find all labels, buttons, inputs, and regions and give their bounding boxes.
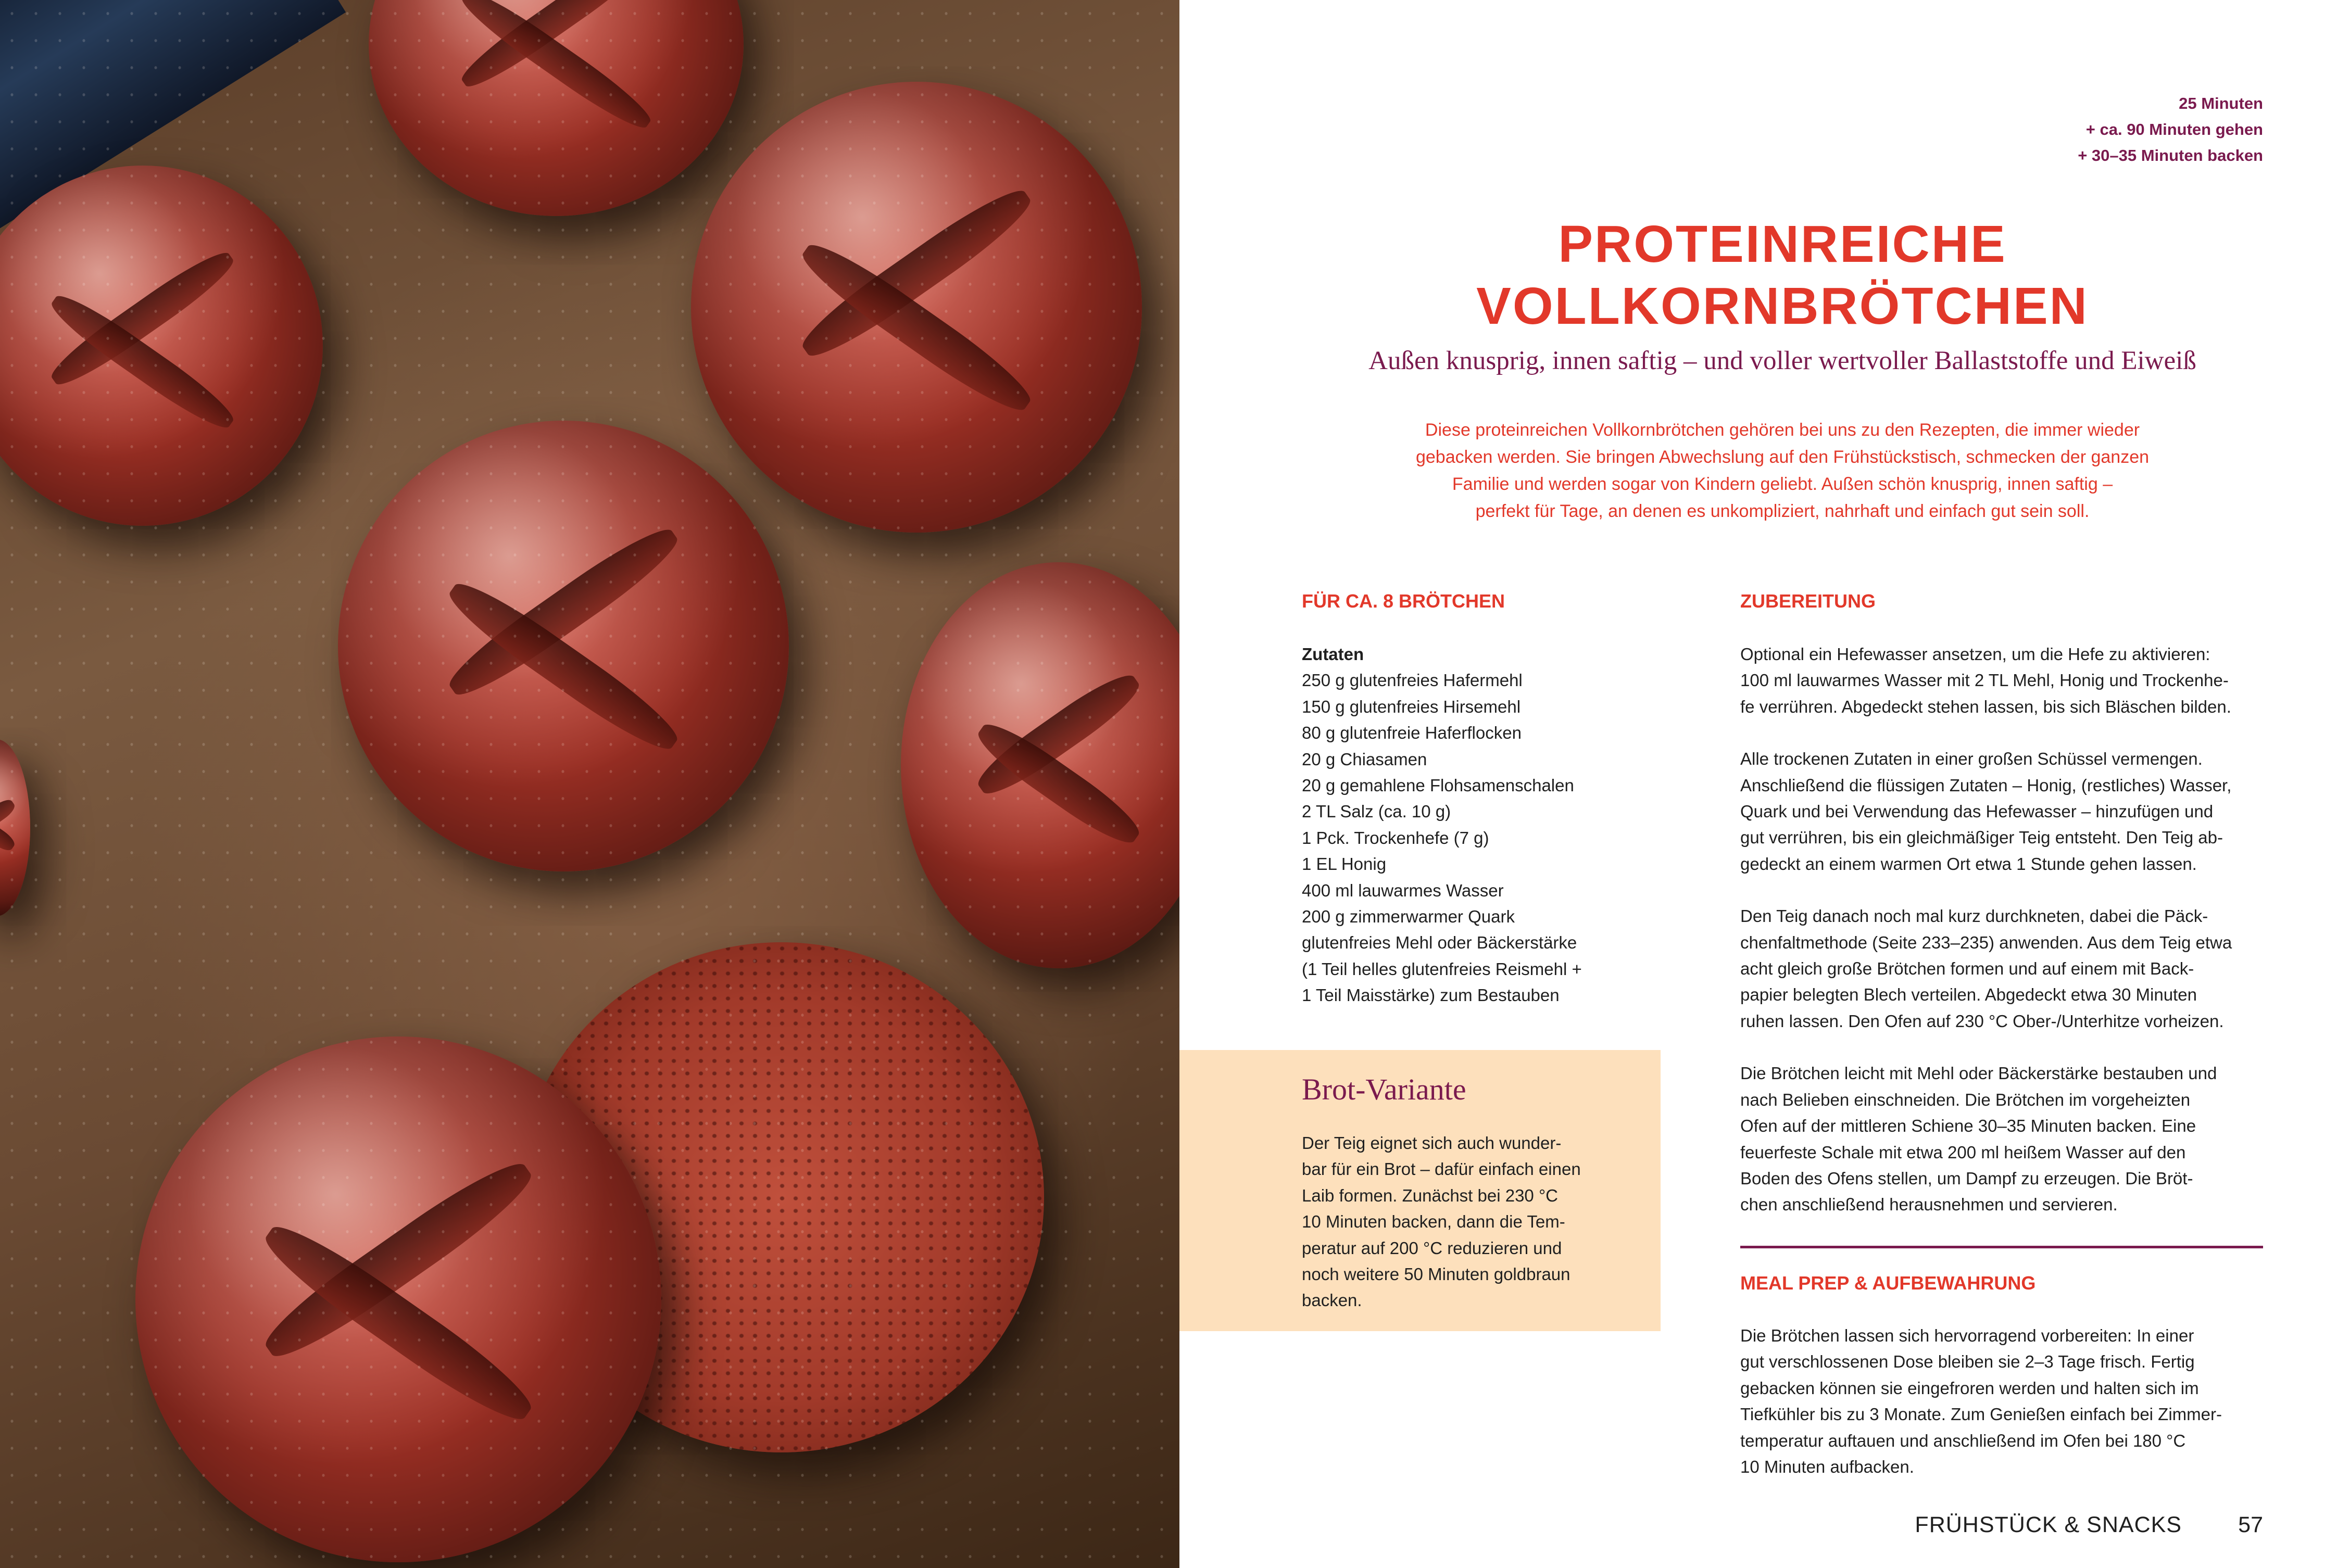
text-line: chen anschließend herausnehmen und servieren. [1740, 1195, 2118, 1215]
text-line: Familie und werden sogar von Kindern geliebt. Außen schön knusprig, innen saftig – [1452, 474, 2113, 494]
preparation-section [1740, 588, 2263, 1218]
ingredient-item: glutenfreies Mehl oder Bäckerstärke [1302, 933, 1577, 953]
text-line: chenfaltmethode (Seite 233–235) anwenden. Aus dem Teig etwa [1740, 932, 2232, 952]
text-line: nach Belieben einschneiden. Die Brötchen im vorgeheizten [1740, 1090, 2191, 1109]
meal-prep-text [1740, 1323, 2222, 1480]
ingredient-item: (1 Teil helles glutenfreies Reismehl + [1302, 959, 1582, 979]
text-line: perfekt für Tage, an denen es unkompliziert, nahrhaft und einfach gut sein soll. [1475, 501, 2090, 521]
text-line: gebacken können sie eingefroren werden und halten sich im [1740, 1378, 2199, 1398]
text-line: 10 Minuten backen, dann die Tem- [1302, 1212, 1565, 1232]
text-line: Optional ein Hefewasser ansetzen, um die Hefe zu aktivieren: [1740, 644, 2210, 664]
title-line: PROTEINREICHE [1558, 215, 2007, 273]
preparation-heading: ZUBEREITUNG [1740, 590, 1876, 612]
ingredient-item: 1 Teil Maisstärke) zum Bestauben [1302, 985, 1560, 1005]
ingredient-item: 1 EL Honig [1302, 854, 1387, 874]
text-line: Diese proteinreichen Vollkornbrötchen gehören bei uns zu den Rezepten, die immer wieder [1425, 420, 2140, 440]
ingredient-item: 20 g gemahlene Flohsamenschalen [1302, 776, 1574, 795]
preparation-paragraph [1740, 903, 2263, 1034]
text-line: bar für ein Brot – dafür einfach einen [1302, 1159, 1581, 1179]
text-line: backen. [1302, 1291, 1362, 1310]
variant-title: Brot-Variante [1302, 1072, 1466, 1106]
recipe-subtitle: Außen knusprig, innen saftig – und voller wertvoller Ballaststoffe und Eiweiß [1368, 346, 2196, 375]
ingredient-item: 2 TL Salz (ca. 10 g) [1302, 802, 1451, 821]
text-line: gebacken werden. Sie bringen Abwechslung auf den Frühstückstisch, schmecken der ganzen [1415, 447, 2150, 467]
text-line: Den Teig danach noch mal kurz durchkneten, dabei die Päck- [1740, 906, 2208, 926]
text-line: gut verrühren, bis ein gleichmäßiger Teig entsteht. Den Teig ab- [1740, 828, 2223, 848]
ingredient-item: 400 ml lauwarmes Wasser [1302, 880, 1504, 900]
ingredient-item: 1 Pck. Trockenhefe (7 g) [1302, 828, 1489, 848]
text-line: noch weitere 50 Minuten goldbraun [1302, 1264, 1570, 1284]
text-line: 10 Minuten aufbacken. [1740, 1457, 1914, 1477]
text-line: acht gleich große Brötchen formen und auf einem mit Back- [1740, 959, 2194, 979]
text-line: ruhen lassen. Den Ofen auf 230 °C Ober-/Unterhitze vorheizen. [1740, 1011, 2224, 1031]
title-line: VOLLKORNBRÖTCHEN [1476, 277, 2089, 335]
text-line: gut verschlossenen Dose bleiben sie 2–3 Tage frisch. Fertig [1740, 1352, 2195, 1372]
text-line: Boden des Ofens stellen, um Dampf zu erzeugen. Die Bröt- [1740, 1168, 2193, 1188]
text-line: Laib formen. Zunächst bei 230 °C [1302, 1185, 1558, 1205]
text-line: gedeckt an einem warmen Ort etwa 1 Stunde gehen lassen. [1740, 854, 2197, 874]
preparation-paragraph [1740, 746, 2263, 877]
ingredients-heading: FÜR CA. 8 BRÖTCHEN [1302, 590, 1505, 612]
text-line: fe verrühren. Abgedeckt stehen lassen, bis sich Bläschen bilden. [1740, 697, 2231, 716]
text-line: papier belegten Blech verteilen. Abgedeckt etwa 30 Minuten [1740, 985, 2197, 1005]
meal-prep-heading: MEAL PREP & AUFBEWAHRUNG [1740, 1272, 2036, 1294]
preparation-paragraph [1740, 641, 2263, 720]
variant-text [1302, 1130, 1581, 1314]
text-line: temperatur auftauen und anschließend im Ofen bei 180 °C [1740, 1431, 2186, 1450]
text-line: Ofen auf der mittleren Schiene 30–35 Minuten backen. Eine [1740, 1116, 2196, 1136]
text-line: Quark und bei Verwendung das Hefewasser – hinzufügen und [1740, 802, 2214, 821]
timing-line: + ca. 90 Minuten gehen [2085, 120, 2263, 138]
ingredient-item: 200 g zimmerwarmer Quark [1302, 907, 1515, 927]
text-line: Anschließend die flüssigen Zutaten – Honig, (restliches) Wasser, [1740, 775, 2232, 795]
text-line: Alle trockenen Zutaten in einer großen Schüssel vermengen. [1740, 749, 2203, 769]
timing-line: 25 Minuten [2179, 94, 2263, 112]
text-line: Die Brötchen lassen sich hervorragend vorbereiten: In einer [1740, 1326, 2194, 1345]
text-line: Tiefkühler bis zu 3 Monate. Zum Genießen einfach bei Zimmer- [1740, 1405, 2222, 1424]
text-line: Der Teig eignet sich auch wunder- [1302, 1133, 1562, 1153]
preparation-paragraph [1740, 1060, 2263, 1218]
text-line: 100 ml lauwarmes Wasser mit 2 TL Mehl, Honig und Trockenhe- [1740, 671, 2229, 690]
ingredient-item: 80 g glutenfreie Haferflocken [1302, 723, 1522, 743]
footer-section-name: FRÜHSTÜCK & SNACKS [1915, 1512, 2182, 1537]
text-line: Die Brötchen leicht mit Mehl oder Bäckerstärke bestauben und [1740, 1064, 2217, 1083]
intro-text [1179, 416, 2337, 525]
page-number: 57 [2238, 1512, 2263, 1537]
timing-line: + 30–35 Minuten backen [2078, 146, 2263, 165]
timing-info [2078, 91, 2263, 169]
recipe-title [1179, 213, 2337, 337]
ingredients-label: Zutaten [1302, 644, 1364, 664]
text-line: peratur auf 200 °C reduzieren und [1302, 1238, 1562, 1258]
ingredients-list [1302, 641, 1666, 1009]
ingredient-item: 150 g glutenfreies Hirsemehl [1302, 697, 1521, 716]
section-divider [1740, 1246, 2263, 1248]
ingredient-item: 20 g Chiasamen [1302, 749, 1427, 769]
text-line: feuerfeste Schale mit etwa 200 ml heißem Wasser auf den [1740, 1142, 2186, 1162]
ingredients-section [1302, 588, 1666, 1009]
ingredient-item: 250 g glutenfreies Hafermehl [1302, 671, 1523, 690]
